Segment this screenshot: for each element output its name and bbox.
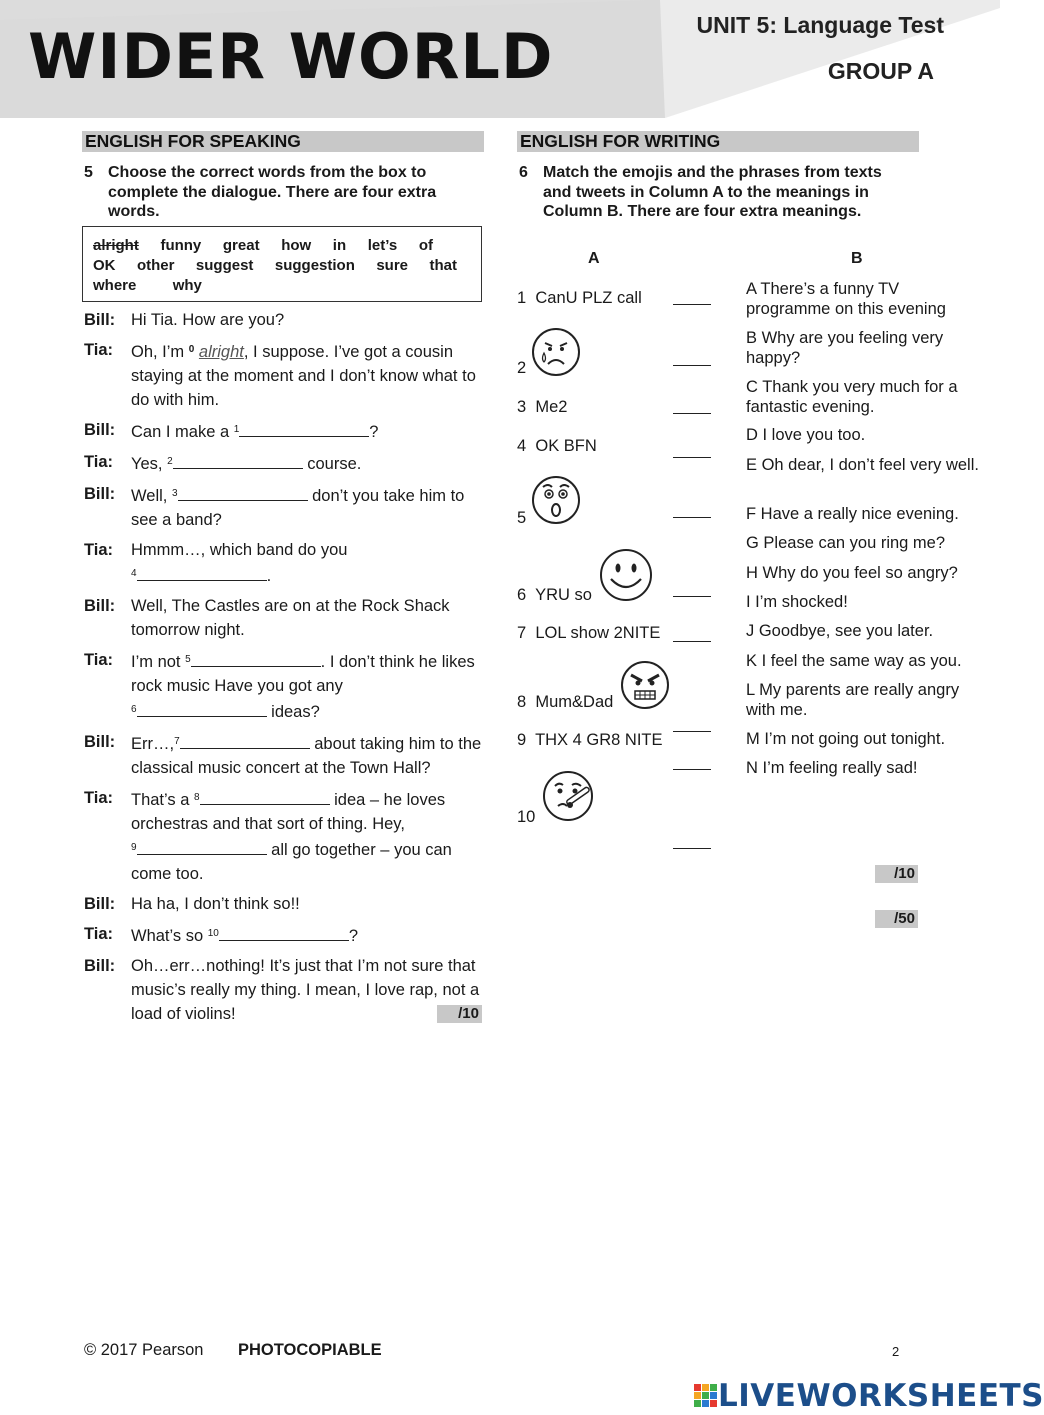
line-text: Ha ha, I don’t think so!! <box>131 895 300 913</box>
match-answer-line[interactable] <box>673 413 711 414</box>
word-box-item: of <box>418 237 433 254</box>
word-box-item: where <box>93 277 137 294</box>
speaker: Bill: <box>84 957 116 975</box>
column-b-item: C Thank you very much for a fantastic evening. <box>746 378 958 416</box>
answer-blank-3[interactable] <box>178 484 308 501</box>
word-box-row <box>93 256 471 276</box>
answer-blank-1[interactable] <box>239 420 369 437</box>
answer-blank-8[interactable] <box>200 788 330 805</box>
column-a-item: 3 Me2 <box>517 398 568 416</box>
match-answer-line[interactable] <box>673 596 711 597</box>
word-box-item: how <box>281 237 312 254</box>
page-number: 2 <box>892 1344 900 1359</box>
column-a-item: 1 CanU PLZ call <box>517 289 642 307</box>
line-text: Can I make a $^1$ ? <box>131 418 484 444</box>
column-b-item: D I love you too. <box>746 426 866 444</box>
dialogue-line <box>84 450 484 476</box>
answer-blank-6[interactable] <box>137 700 267 717</box>
speaking-section-title: ENGLISH FOR SPEAKING <box>82 131 484 152</box>
smiling-face-icon <box>598 547 654 603</box>
total-score: /50 <box>875 910 918 928</box>
column-b-header: B <box>851 250 863 267</box>
column-a-item: 9 THX 4 GR8 NITE <box>517 731 663 749</box>
example-answer: alright <box>198 343 244 361</box>
dialogue-line <box>84 594 484 642</box>
writing-section-title: ENGLISH FOR WRITING <box>517 131 919 152</box>
dialogue-line <box>84 954 484 1026</box>
writing-instruction <box>519 163 911 222</box>
dialogue-line <box>84 482 484 532</box>
match-answer-line[interactable] <box>673 848 711 849</box>
answer-blank-10[interactable] <box>219 924 349 941</box>
instruction-text: Choose the correct words from the box to complete the dialogue. There are four extra words. <box>108 164 437 220</box>
dialogue-line <box>84 538 484 588</box>
writing-score: /10 <box>875 865 918 883</box>
speaker: Tia: <box>84 925 114 943</box>
line-text: Err…,$^7$ about taking him to the classical music concert at the Town Hall? <box>131 730 484 780</box>
word-box-row <box>93 276 471 296</box>
sick-face-icon <box>541 768 599 826</box>
word-box-item: in <box>332 237 347 254</box>
column-b-item: N I’m feeling really sad! <box>746 759 918 777</box>
shocked-face-icon <box>531 475 581 525</box>
group-title: GROUP A <box>827 58 934 84</box>
column-a-item: 7 LOL show 2NITE <box>517 624 661 642</box>
word-box-item: that <box>429 257 457 274</box>
column-b-item: B Why are you feeling very happy? <box>746 329 944 367</box>
column-b-item: I I’m shocked! <box>746 593 848 611</box>
speaker: Tia: <box>84 541 114 559</box>
word-box-item: great <box>222 237 260 254</box>
speaker: Bill: <box>84 311 116 329</box>
answer-blank-9[interactable] <box>137 838 267 855</box>
word-box-item: other <box>136 257 175 274</box>
dialogue-line <box>84 418 484 444</box>
line-text: I’m not $^5$ . I don’t think he likes rock music Have you got any $^6$ ideas? <box>131 648 484 724</box>
column-b-item: E Oh dear, I don’t feel very well. <box>746 456 979 474</box>
crying-face-icon <box>531 327 581 377</box>
answer-blank-2[interactable] <box>173 452 303 469</box>
word-box-item: alright <box>93 237 139 254</box>
column-a-item: 6 YRU so <box>517 586 592 604</box>
column-b-item: K I feel the same way as you. <box>746 652 962 670</box>
match-answer-line[interactable] <box>673 304 711 305</box>
match-answer-line[interactable] <box>673 641 711 642</box>
unit-title: UNIT 5: Language Test <box>696 12 944 38</box>
column-b-item: J Goodbye, see you later. <box>746 622 934 640</box>
match-answer-line[interactable] <box>673 769 711 770</box>
line-text: Yes, $^2$ course. <box>131 450 484 476</box>
line-text: Hi Tia. How are you? <box>131 311 285 329</box>
speaker: Bill: <box>84 485 116 503</box>
column-a-item: 8 Mum&Dad <box>517 693 614 711</box>
dialogue-line <box>84 308 484 332</box>
line-text: Well, $^3$ don’t you take him to see a band? <box>131 482 484 532</box>
liveworksheets-watermark <box>694 1378 1044 1414</box>
match-answer-line[interactable] <box>673 731 711 732</box>
dialogue-line <box>84 922 484 948</box>
column-b-item: A There’s a funny TV programme on this evening <box>746 280 946 318</box>
liveworksheets-logo-icon <box>694 1384 718 1408</box>
wider-world-logo: WIDER WORLD <box>28 20 554 93</box>
word-box-row <box>93 236 471 256</box>
line-text: Oh, I’m $^0$ alright, I suppose. I’ve got a cousin staying at the moment and I don’t know what to do with him. <box>131 343 476 409</box>
word-box-item: let’s <box>367 237 398 254</box>
answer-blank-5[interactable] <box>191 650 321 667</box>
column-b-item: M I’m not going out tonight. <box>746 730 946 748</box>
column-a-item: 4 OK BFN <box>517 437 597 455</box>
dialogue <box>84 308 484 1032</box>
photocopiable-label: PHOTOCOPIABLE <box>238 1341 382 1359</box>
speaker: Bill: <box>84 421 116 439</box>
column-b-item: L My parents are really angry with me. <box>746 681 960 719</box>
dialogue-line <box>84 892 484 916</box>
line-text: Hmmm…, which band do you $^4$ . <box>131 541 348 585</box>
column-b-item: F Have a really nice evening. <box>746 505 959 523</box>
speaking-score: /10 <box>437 1005 482 1023</box>
word-box-item: funny <box>160 237 202 254</box>
speaker: Bill: <box>84 597 116 615</box>
speaker: Tia: <box>84 341 114 359</box>
column-a-item: 5 <box>517 509 527 527</box>
column-a-header: A <box>588 250 600 267</box>
match-answer-line[interactable] <box>673 517 711 518</box>
word-box-item: suggest <box>195 257 254 274</box>
exercise-number: 5 <box>84 164 93 181</box>
line-text: Well, The Castles are on at the Rock Shack tomorrow night. <box>131 597 450 639</box>
instruction-text: Match the emojis and the phrases from texts and tweets in Column A to the meanings in Column B. There are four extra meanings. <box>543 164 882 220</box>
speaking-instruction <box>84 163 469 222</box>
speaker: Tia: <box>84 651 114 669</box>
match-answer-line[interactable] <box>673 365 711 366</box>
answer-blank-4[interactable] <box>137 564 267 581</box>
match-answer-line[interactable] <box>673 457 711 458</box>
speaker: Tia: <box>84 789 114 807</box>
column-a-item: 2 <box>517 359 527 377</box>
line-text: Oh…err…nothing! It’s just that I’m not sure that music’s really my thing. I mean, I love rap, not a load of violins! <box>131 957 480 1023</box>
dialogue-line <box>84 786 484 886</box>
exercise-number: 6 <box>519 164 528 181</box>
copyright: © 2017 Pearson <box>84 1341 204 1359</box>
line-text: That’s a $^8$ idea – he loves orchestras and that sort of thing. Hey, $^9$ all go together – you can come too. <box>131 786 484 886</box>
speaker: Tia: <box>84 453 114 471</box>
answer-blank-7[interactable] <box>180 732 310 749</box>
column-a-item: 10 <box>517 808 536 826</box>
word-box <box>82 226 482 302</box>
column-b-item: H Why do you feel so angry? <box>746 564 958 582</box>
speaker: Bill: <box>84 733 116 751</box>
speaker: Bill: <box>84 895 116 913</box>
liveworksheets-text: LIVEWORKSHEETS <box>718 1378 1044 1414</box>
column-b-item: G Please can you ring me? <box>746 534 946 552</box>
word-box-item: suggestion <box>274 257 355 274</box>
word-box-item: OK <box>93 257 116 274</box>
angry-face-icon <box>620 660 670 710</box>
dialogue-line <box>84 338 484 412</box>
dialogue-line <box>84 648 484 724</box>
dialogue-line <box>84 730 484 780</box>
word-box-item: sure <box>376 257 409 274</box>
line-text: What’s so $^{10}$ ? <box>131 922 484 948</box>
word-box-item: why <box>172 277 202 294</box>
